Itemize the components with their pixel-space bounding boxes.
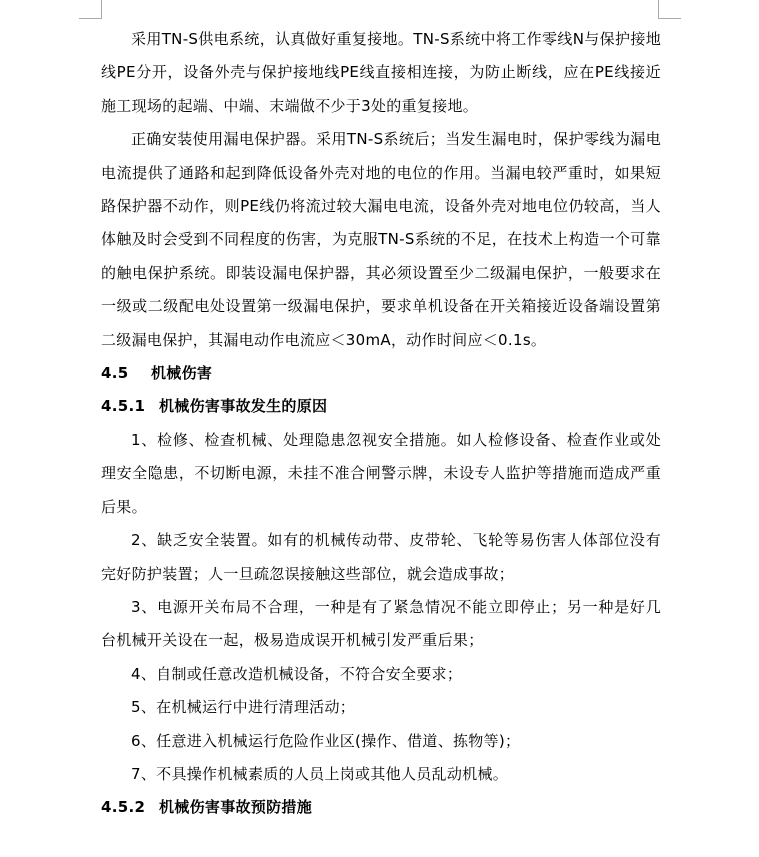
heading-4-5-1 <box>101 390 661 423</box>
heading-number: 4.5.2 <box>101 798 146 817</box>
heading-4-5 <box>101 357 661 390</box>
heading-4-5-2 <box>101 791 661 824</box>
paragraph-grounding: 采用TN-S供电系统，认真做好重复接地。TN-S系统中将工作零线N与保护接地线PE分开，设备外壳与保护接地线PE线直接相连接，为防止断线，应在PE线接近施工现场的起端、中端、末端做不少于3处的重复接地。 <box>101 30 661 115</box>
list-item: 1、检修、检查机械、处理隐患忽视安全措施。如人检修设备、检查作业或处理安全隐患，不切断电源，未挂不准合闸警示牌，未设专人监护等措施而造成严重后果。 <box>101 430 661 516</box>
list-item: 4、自制或任意改造机械设备，不符合安全要求； <box>131 664 463 683</box>
heading-title: 机械伤害事故发生的原因 <box>159 397 328 416</box>
list-item: 7、不具操作机械素质的人员上岗或其他人员乱动机械。 <box>131 764 509 783</box>
paragraph-leakage-protector: 正确安装使用漏电保护器。采用TN-S系统后；当发生漏电时，保护零线为漏电电流提供了通路和起到降低设备外壳对地的电位的作用。当漏电较严重时，如果短路保护器不动作，则PE线仍将流过较大漏电电流，设备外壳对地电位仍较高，当人体触及时会受到不同程度的伤害，为克服TN-S系统的不足，在技术上构造一个可靠的触电保护系统。即装设漏电保护器，其必须设置至少二级漏电保护，一般要求在一级或二级配电处设置第一级漏电保护，要求单机设备在开关箱接近设备端设置第二级漏电保护，其漏电动作电流应＜30mA，动作时间应＜0.1s。 <box>101 130 661 349</box>
heading-title: 机械伤害事故预防措施 <box>159 798 313 817</box>
document-page <box>101 23 661 825</box>
page-corner-mark-right <box>658 0 681 19</box>
list-item: 3、电源开关布局不合理，一种是有了紧急情况不能立即停止；另一种是好几台机械开关设在一起，极易造成误开机械引发严重后果； <box>101 597 661 650</box>
heading-number: 4.5 <box>101 364 129 383</box>
list-item: 5、在机械运行中进行清理活动； <box>131 698 356 717</box>
list-item: 6、任意进入机械运行危险作业区(操作、借道、拣物等)； <box>131 731 521 750</box>
page-corner-mark-left <box>79 0 102 19</box>
heading-number: 4.5.1 <box>101 397 146 416</box>
list-item: 2、缺乏安全装置。如有的机械传动带、皮带轮、飞轮等易伤害人体部位没有完好防护装置；人一旦疏忽误接触这些部位，就会造成事故； <box>101 531 661 583</box>
heading-title: 机械伤害 <box>151 364 213 383</box>
